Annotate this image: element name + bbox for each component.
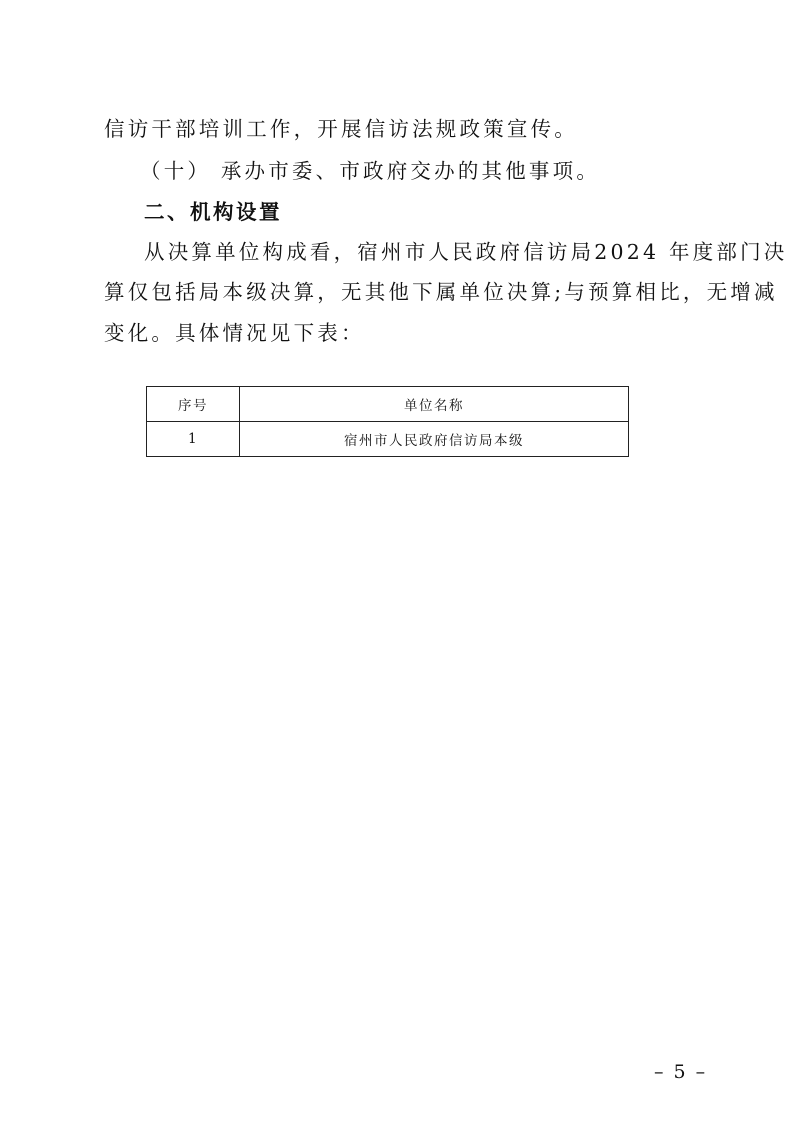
table-cell-unit-name: 宿州市人民政府信访局本级 <box>240 422 629 457</box>
table-header-row <box>147 387 629 422</box>
table-cell-seq: 1 <box>147 422 240 457</box>
paragraph-line-2: （十） 承办市委、市政府交办的其他事项。 <box>140 159 601 183</box>
table-row <box>147 422 629 457</box>
paragraph-line-1: 信访干部培训工作，开展信访法规政策宣传。 <box>104 117 578 141</box>
table-header-unit-name: 单位名称 <box>240 387 629 422</box>
section-heading: 二、机构设置 <box>144 200 282 224</box>
page-number: – 5 – <box>654 1061 708 1083</box>
table-header-seq: 序号 <box>147 387 240 422</box>
unit-table <box>146 386 629 457</box>
section-line-3: 变化。具体情况见下表： <box>104 321 365 345</box>
section-line-2: 算仅包括局本级决算，无其他下属单位决算;与预算相比，无增减 <box>104 280 778 304</box>
section-line-1: 从决算单位构成看，宿州市人民政府信访局2024 年度部门决 <box>144 240 788 264</box>
